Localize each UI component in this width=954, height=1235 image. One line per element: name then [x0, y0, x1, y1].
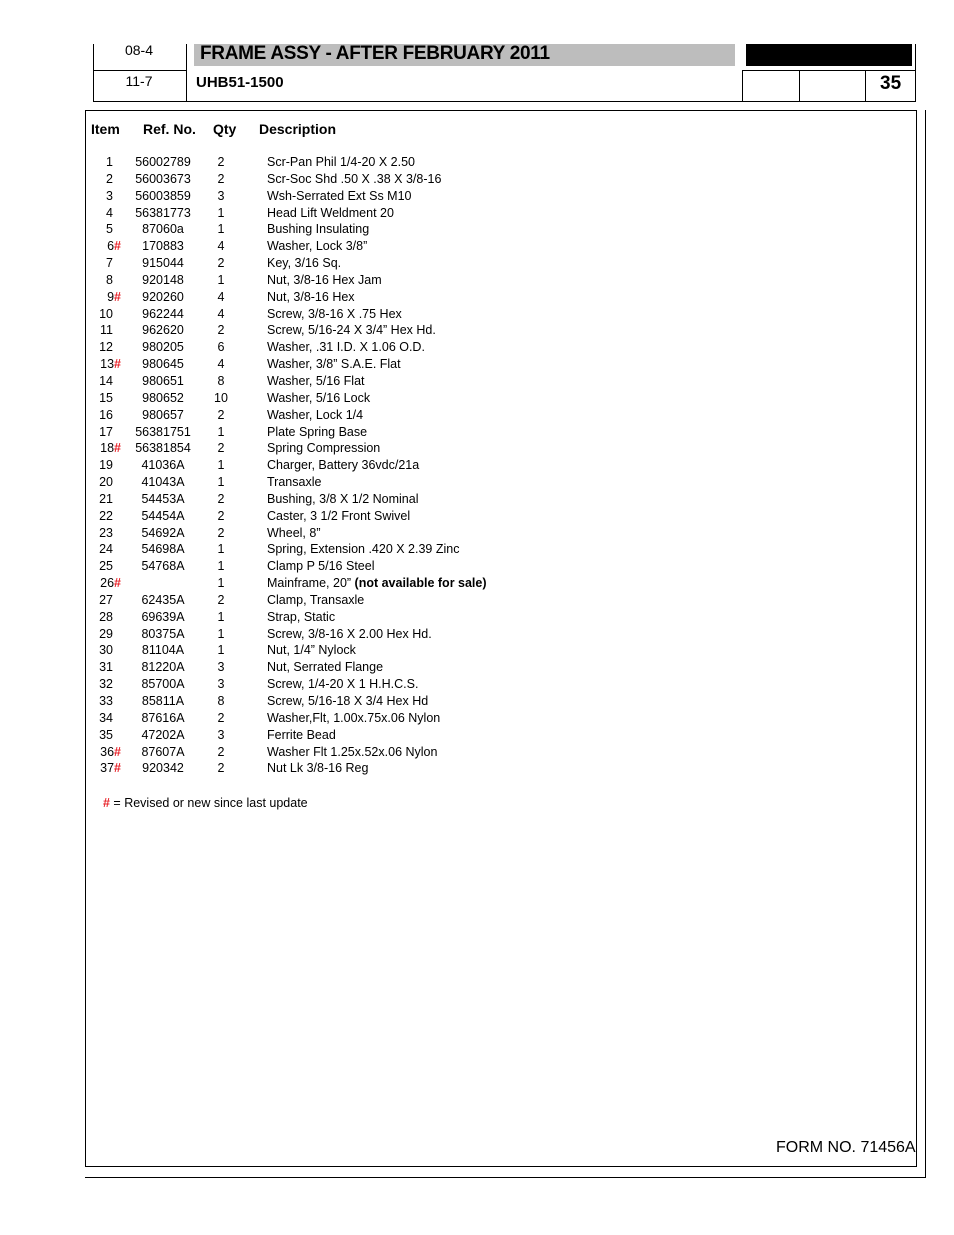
quantity: 2 — [217, 407, 225, 422]
item-number-text: 35 — [99, 727, 113, 742]
description-text: Screw, 1/4-20 X 1 H.H.C.S. — [267, 677, 419, 692]
item-number — [85, 289, 121, 306]
table-row — [85, 558, 487, 575]
item-number-text: 5 — [106, 222, 113, 237]
description — [237, 744, 487, 761]
description — [237, 356, 487, 373]
table-row — [85, 255, 487, 272]
column-header-description: Description — [259, 121, 337, 137]
table-row — [85, 356, 487, 373]
quantity: 1 — [217, 222, 225, 237]
table-row — [85, 676, 487, 693]
item-number-text: 10 — [99, 306, 113, 321]
description-text: Nut, 3/8-16 Hex Jam — [267, 272, 382, 287]
item-number — [85, 693, 121, 710]
description — [237, 188, 487, 205]
item-number — [85, 154, 121, 171]
item-number-text: 7 — [106, 256, 113, 271]
ref-number: 980205 — [142, 340, 184, 355]
item-number-text: 11 — [100, 323, 113, 338]
table-row — [85, 541, 487, 558]
description — [237, 676, 487, 693]
table-row — [85, 154, 487, 171]
table-row — [85, 457, 487, 474]
description-text: Bushing, 3/8 X 1/2 Nominal — [267, 491, 419, 506]
item-number — [85, 390, 121, 407]
ref-number: 980657 — [142, 407, 184, 422]
header-divider — [186, 44, 187, 102]
quantity: 2 — [217, 491, 225, 506]
quantity: 3 — [217, 188, 225, 203]
quantity: 1 — [217, 475, 225, 490]
item-number — [85, 508, 121, 525]
quantity: 1 — [217, 576, 225, 591]
quantity: 4 — [217, 239, 225, 254]
quantity: 1 — [217, 205, 225, 220]
page-title: FRAME ASSY - AFTER FEBRUARY 2011 — [200, 43, 550, 64]
header-bottom-rule — [93, 101, 916, 102]
ref-number: 962620 — [142, 323, 184, 338]
quantity: 1 — [217, 542, 225, 557]
item-number-text: 3 — [106, 188, 113, 203]
quantity: 1 — [217, 458, 225, 473]
table-row — [85, 339, 487, 356]
quantity: 8 — [217, 373, 225, 388]
table-row — [85, 626, 487, 643]
quantity: 2 — [217, 592, 225, 607]
description — [237, 322, 487, 339]
description — [237, 407, 487, 424]
description — [237, 289, 487, 306]
item-number — [85, 238, 121, 255]
item-number — [85, 188, 121, 205]
description — [237, 154, 487, 171]
item-number-text: 37 — [100, 761, 115, 776]
item-number — [85, 171, 121, 188]
item-number-text: 30 — [99, 643, 113, 658]
item-number — [85, 322, 121, 339]
table-row — [85, 508, 487, 525]
page-box-rule-1 — [742, 70, 743, 102]
description-text: Washer, 5/16 Flat — [267, 373, 365, 388]
table-row — [85, 272, 487, 289]
quantity: 2 — [217, 441, 225, 456]
item-number — [85, 575, 121, 592]
description-text: Washer, Lock 1/4 — [267, 407, 364, 422]
table-row — [85, 440, 487, 457]
quantity: 3 — [217, 660, 225, 675]
item-number-text: 8 — [106, 272, 113, 287]
description — [237, 710, 487, 727]
item-number — [85, 710, 121, 727]
item-number — [85, 609, 121, 626]
item-number-text: 26 — [100, 576, 115, 591]
quantity: 2 — [217, 508, 225, 523]
ref-number: 56002789 — [135, 155, 191, 169]
description-text: Scr-Pan Phil 1/4-20 X 2.50 — [267, 155, 415, 169]
item-number — [85, 221, 121, 238]
revision-date-top: 08-4 — [124, 42, 154, 58]
item-number-text: 16 — [99, 407, 113, 422]
form-number: FORM NO. 71456A — [776, 1139, 916, 1156]
description — [237, 457, 487, 474]
item-number — [85, 525, 121, 542]
item-number — [85, 626, 121, 643]
item-number-text: 9 — [107, 289, 115, 304]
quantity: 2 — [217, 710, 225, 725]
header-black-bar — [746, 44, 912, 66]
description-text: Scr-Soc Shd .50 X .38 X 3/8-16 — [267, 171, 442, 186]
description — [237, 390, 487, 407]
table-row — [85, 306, 487, 323]
description-text: Screw, 3/8-16 X 2.00 Hex Hd. — [267, 626, 432, 641]
body-top-rule — [85, 110, 917, 111]
table-row — [85, 424, 487, 441]
table-row — [85, 188, 487, 205]
ref-number: 80375A — [141, 626, 185, 641]
item-number — [85, 676, 121, 693]
quantity: 10 — [214, 390, 228, 405]
table-row — [85, 390, 487, 407]
quantity: 2 — [217, 155, 225, 169]
item-number — [85, 659, 121, 676]
table-row — [85, 238, 487, 255]
table-row — [85, 727, 487, 744]
revision-mark-icon: # — [114, 744, 121, 759]
item-number-text: 19 — [99, 458, 113, 473]
quantity: 4 — [217, 306, 225, 321]
item-number-text: 2 — [106, 171, 113, 186]
item-number — [85, 541, 121, 558]
description — [237, 221, 487, 238]
table-row — [85, 171, 487, 188]
availability-note: (not available for sale) — [351, 576, 487, 591]
item-number — [85, 272, 121, 289]
parts-list-body — [85, 154, 487, 777]
ref-number: 87060a — [142, 222, 184, 237]
item-number — [85, 424, 121, 441]
table-row — [85, 373, 487, 390]
item-number-text: 22 — [99, 508, 113, 523]
description — [237, 575, 487, 592]
item-number-text: 24 — [99, 542, 113, 557]
ref-number — [121, 575, 205, 592]
description-text: Clamp P 5/16 Steel — [267, 559, 375, 574]
description-text: Spring, Extension .420 X 2.39 Zinc — [267, 542, 460, 557]
quantity: 1 — [217, 424, 225, 439]
description — [237, 727, 487, 744]
description-text: Washer,Flt, 1.00x.75x.06 Nylon — [267, 710, 441, 725]
item-number-text: 27 — [99, 592, 113, 607]
ref-number: 915044 — [142, 256, 184, 271]
description — [237, 558, 487, 575]
item-number — [85, 642, 121, 659]
description-text: Caster, 3 1/2 Front Swivel — [267, 508, 411, 523]
item-number-text: 29 — [99, 626, 113, 641]
item-number — [85, 744, 121, 761]
description — [237, 306, 487, 323]
item-number-text: 14 — [99, 373, 113, 388]
item-number — [85, 457, 121, 474]
ref-number: 920260 — [142, 289, 184, 304]
ref-number: 54454A — [141, 508, 185, 523]
description-text: Transaxle — [267, 475, 322, 490]
quantity: 3 — [217, 727, 225, 742]
description — [237, 659, 487, 676]
description-text: Mainframe, 20” — [267, 576, 352, 591]
quantity: 6 — [217, 340, 225, 355]
revision-mark-icon: # — [114, 761, 121, 776]
description-text: Washer, 5/16 Lock — [267, 390, 371, 405]
quantity: 1 — [217, 559, 225, 574]
table-row — [85, 693, 487, 710]
table-row — [85, 322, 487, 339]
item-number — [85, 727, 121, 744]
description — [237, 508, 487, 525]
ref-number: 62435A — [141, 592, 185, 607]
quantity: 2 — [217, 256, 225, 271]
page-number: 35 — [880, 73, 902, 94]
ref-number: 980651 — [142, 373, 184, 388]
revision-mark-icon: # — [114, 289, 121, 304]
item-number-text: 12 — [99, 340, 113, 355]
revision-mark-icon: # — [114, 239, 121, 254]
ref-number: 56381751 — [135, 424, 191, 439]
ref-number: 41043A — [141, 475, 185, 490]
item-number — [85, 440, 121, 457]
item-number — [85, 205, 121, 222]
body-bottom-rule — [85, 1166, 917, 1167]
description-text: Washer, Lock 3/8” — [267, 239, 368, 254]
description-text: Head Lift Weldment 20 — [267, 205, 394, 220]
ref-number: 56381773 — [135, 205, 191, 220]
description — [237, 626, 487, 643]
item-number-text: 13 — [100, 357, 115, 372]
description-text: Screw, 5/16-18 X 3/4 Hex Hd — [267, 694, 429, 708]
quantity: 1 — [217, 643, 225, 658]
ref-number: 81220A — [141, 660, 185, 675]
ref-number: 54768A — [141, 559, 185, 574]
description-text: Nut Lk 3/8-16 Reg — [267, 761, 369, 776]
ref-number: 81104A — [141, 643, 185, 658]
item-number-text: 21 — [99, 491, 113, 506]
item-number — [85, 474, 121, 491]
description — [237, 171, 487, 188]
description-text: Nut, 3/8-16 Hex — [267, 289, 355, 304]
item-number — [85, 356, 121, 373]
page-box-rule-3 — [865, 70, 866, 102]
description-text: Strap, Static — [267, 609, 336, 624]
revision-mark-icon: # — [114, 357, 121, 372]
description-text: Bushing Insulating — [267, 222, 370, 237]
table-row — [85, 659, 487, 676]
description-text: Washer, .31 I.D. X 1.06 O.D. — [267, 340, 425, 355]
item-number-text: 15 — [99, 390, 113, 405]
item-number — [85, 339, 121, 356]
ref-number: 980652 — [142, 390, 184, 405]
quantity: 8 — [217, 694, 225, 708]
ref-number: 41036A — [141, 458, 185, 473]
quantity: 2 — [217, 744, 225, 759]
body-right-rule — [916, 110, 917, 1167]
item-number-text: 28 — [99, 609, 113, 624]
description-text: Washer, 3/8” S.A.E. Flat — [267, 357, 401, 372]
ref-number: 85811A — [141, 694, 185, 708]
item-number — [85, 373, 121, 390]
item-number-text: 6 — [107, 239, 115, 254]
item-number-text: 1 — [106, 155, 113, 169]
description — [237, 642, 487, 659]
description-text: Charger, Battery 36vdc/21a — [267, 458, 420, 473]
revision-mark-icon: # — [103, 796, 110, 810]
table-row — [85, 592, 487, 609]
ref-number: 87616A — [141, 710, 185, 725]
table-row — [85, 760, 487, 777]
legend-text: = Revised or new since last update — [109, 796, 308, 810]
column-header-ref: Ref. No. — [143, 121, 196, 137]
parts-list-table — [85, 154, 487, 777]
table-row — [85, 289, 487, 306]
description — [237, 255, 487, 272]
quantity: 4 — [217, 289, 225, 304]
ref-number: 962244 — [142, 306, 184, 321]
ref-number: 69639A — [141, 609, 185, 624]
item-number-text: 4 — [106, 205, 113, 220]
description — [237, 238, 487, 255]
quantity: 1 — [217, 626, 225, 641]
ref-number: 87607A — [141, 744, 185, 759]
description-text: Spring Compression — [267, 441, 381, 456]
description-text: Ferrite Bead — [267, 727, 336, 742]
description — [237, 424, 487, 441]
item-number-text: 23 — [99, 525, 113, 540]
description — [237, 592, 487, 609]
table-row — [85, 474, 487, 491]
body-bottom-shadow — [85, 1177, 926, 1178]
header-mid-rule — [93, 70, 186, 71]
description — [237, 272, 487, 289]
ref-number: 47202A — [141, 727, 185, 742]
quantity: 2 — [217, 323, 225, 338]
ref-number: 920148 — [142, 272, 184, 287]
revision-legend — [103, 796, 308, 810]
ref-number: 54453A — [141, 491, 185, 506]
ref-number: 85700A — [141, 677, 185, 692]
column-header-item: Item — [91, 121, 120, 137]
quantity: 2 — [217, 761, 225, 776]
description-text: Clamp, Transaxle — [267, 592, 365, 607]
table-row — [85, 491, 487, 508]
description-text: Washer Flt 1.25x.52x.06 Nylon — [267, 744, 438, 759]
description — [237, 373, 487, 390]
quantity: 4 — [217, 357, 225, 372]
description — [237, 760, 487, 777]
description — [237, 205, 487, 222]
table-row — [85, 407, 487, 424]
item-number — [85, 760, 121, 777]
description — [237, 474, 487, 491]
ref-number: 54698A — [141, 542, 185, 557]
ref-number: 56003859 — [135, 188, 191, 203]
item-number-text: 25 — [99, 559, 113, 574]
description — [237, 440, 487, 457]
description-text: Screw, 3/8-16 X .75 Hex — [267, 306, 402, 321]
ref-number: 170883 — [142, 239, 184, 254]
item-number-text: 32 — [99, 677, 113, 692]
ref-number: 56003673 — [135, 171, 191, 186]
item-number — [85, 491, 121, 508]
description — [237, 339, 487, 356]
description-text: Wheel, 8” — [267, 525, 321, 540]
column-header-qty: Qty — [213, 121, 237, 137]
table-row — [85, 205, 487, 222]
body-right-shadow — [925, 110, 926, 1178]
quantity: 1 — [217, 609, 225, 624]
description-text: Nut, Serrated Flange — [267, 660, 384, 675]
ref-number: 54692A — [141, 525, 185, 540]
table-row — [85, 221, 487, 238]
item-number-text: 17 — [99, 424, 113, 439]
table-row — [85, 575, 487, 592]
item-number — [85, 558, 121, 575]
quantity: 3 — [217, 677, 225, 692]
revision-date-bottom: 11-7 — [125, 73, 153, 89]
description-text: Wsh-Serrated Ext Ss M10 — [267, 188, 412, 203]
description — [237, 525, 487, 542]
description-text: Screw, 5/16-24 X 3/4” Hex Hd. — [267, 323, 436, 338]
table-row — [85, 609, 487, 626]
table-row — [85, 744, 487, 761]
description — [237, 541, 487, 558]
description — [237, 609, 487, 626]
item-number — [85, 592, 121, 609]
revision-mark-icon: # — [114, 441, 121, 456]
item-number-text: 18 — [100, 441, 115, 456]
table-row — [85, 525, 487, 542]
quantity: 2 — [217, 525, 225, 540]
item-number-text: 31 — [99, 660, 113, 675]
description — [237, 491, 487, 508]
item-number-text: 36 — [100, 744, 115, 759]
ref-number: 980645 — [142, 357, 184, 372]
item-number — [85, 407, 121, 424]
item-number-text: 33 — [99, 694, 113, 708]
item-number-text: 20 — [99, 475, 113, 490]
description — [237, 693, 487, 710]
table-row — [85, 710, 487, 727]
page-box-right-rule — [915, 44, 916, 102]
quantity: 2 — [217, 171, 225, 186]
table-row — [85, 642, 487, 659]
item-number — [85, 255, 121, 272]
description-text: Nut, 1/4” Nylock — [267, 643, 356, 658]
ref-number: 920342 — [142, 761, 184, 776]
description-text: Key, 3/16 Sq. — [267, 256, 342, 271]
model-number: UHB51-1500 — [196, 74, 284, 91]
page-box-rule-2 — [799, 70, 800, 102]
quantity: 1 — [217, 272, 225, 287]
description-text: Plate Spring Base — [267, 424, 368, 439]
revision-mark-icon: # — [114, 576, 121, 591]
page-box-top-rule — [742, 70, 916, 71]
item-number-text: 34 — [99, 710, 113, 725]
item-number — [85, 306, 121, 323]
ref-number: 56381854 — [135, 441, 191, 456]
